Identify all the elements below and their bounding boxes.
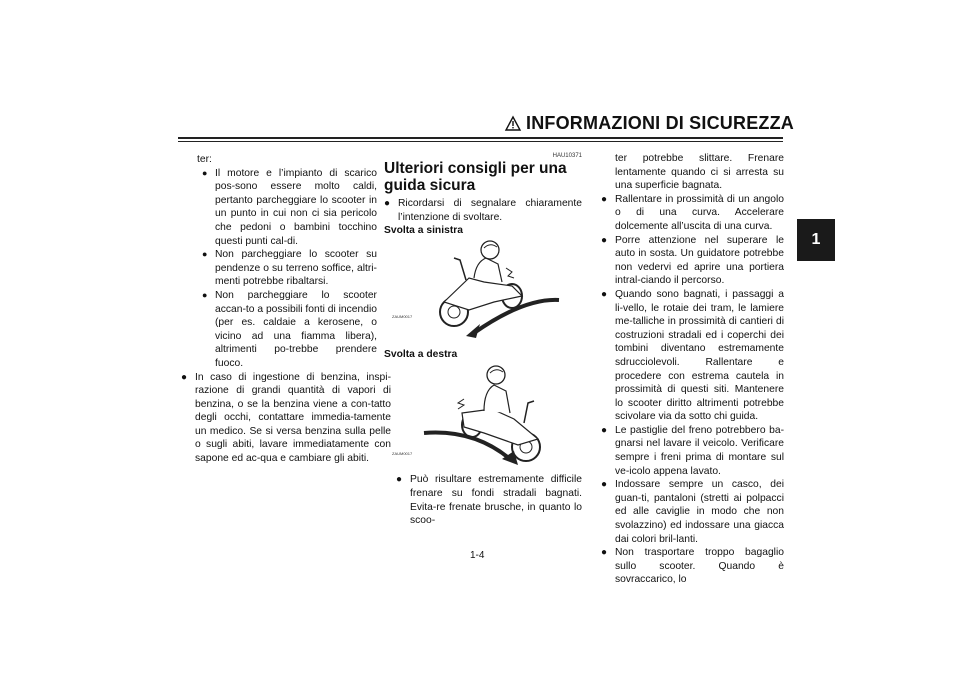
list-item: ● Non parcheggiare lo scooter su pendenze o su terreno soffice, altri-menti potrebbe ribaltarsi.	[202, 249, 377, 288]
column-2	[384, 152, 582, 528]
bullet-icon: ●	[601, 424, 608, 436]
bullet-icon: ●	[384, 198, 391, 209]
bullet-icon: ●	[601, 479, 608, 491]
scooter-left-turn-icon	[392, 238, 564, 342]
list-item: ● Non trasportare troppo bagaglio sullo scooter. Quando è sovraccarico, lo	[601, 547, 784, 586]
bullet-icon: ●	[601, 288, 608, 300]
list-item: ● Non parcheggiare lo scooter accan-to a possibili fonti di incendio (per es. caldaie a kerosene, o vicino ad una fiamma libera), altrimenti po-trebbe prendere fuoco.	[202, 289, 377, 369]
header-rule	[178, 137, 783, 139]
warning-triangle-icon	[505, 116, 521, 131]
continuation-text: ter potrebbe slittare. Frenare lentamente quando ci si arresta su una superficie bagnata.	[615, 153, 784, 192]
section-title: Ulteriori consigli per una guida sicura	[384, 160, 567, 194]
right-turn-illustration	[392, 363, 564, 467]
bullet-icon: ●	[396, 474, 403, 486]
figure-code: ZAUM0017	[392, 313, 413, 319]
bullet-icon: ●	[202, 167, 208, 178]
bullet-icon: ●	[601, 234, 608, 246]
list-item: ● Ricordarsi di segnalare chiaramente l’intenzione di svoltare.	[384, 198, 582, 223]
column-3	[601, 152, 784, 587]
right-turn-label: Svolta a destra	[384, 348, 458, 360]
bullet-icon: ●	[202, 249, 208, 260]
bullet-icon: ●	[601, 547, 608, 559]
column-1	[181, 153, 391, 466]
intro-text: ter:	[197, 154, 212, 165]
list-item: ● Le pastiglie del freno potrebbero ba-gnarsi nel lavare il veicolo. Verificare sempre i freni prima di montare sul ve-icolo appena lavato.	[601, 424, 784, 477]
bullet-icon: ●	[202, 289, 208, 300]
bullet-icon: ●	[181, 371, 188, 383]
chapter-tab[interactable]: 1	[797, 219, 835, 261]
list-item: ● Porre attenzione nel superare le auto in sosta. Un guidatore potrebbe non vedervi ed aprire una portiera intral-ciando il percorso.	[601, 234, 784, 287]
page-number: 1-4	[470, 550, 485, 561]
list-item: ● Può risultare estremamente difficile frenare su fondi stradali bagnati. Evita-re frenate brusche, in quanto lo scoo-	[396, 474, 582, 527]
list-item: ● Quando sono bagnati, i passaggi a li-vello, le rotaie dei tram, le lamiere me-talliche in prossimità di cantieri di costruzioni stradali ed i coperchi dei tombini diventano estremamente sdrucciolevoli. Rallentare e procedere con estrema cautela in prossimità di questi siti. Mantenere lo scooter diritto altrimenti potrebbe scivolare via da sotto chi guida.	[601, 288, 784, 423]
scooter-right-turn-icon	[392, 363, 564, 467]
bullet-icon: ●	[601, 193, 608, 205]
list-item: ● Indossare sempre un casco, dei guan-ti, pantaloni (stretti ai polpacci ed alle caviglie in modo che non svolazzino) ed indossare una giacca dai colori bril-lanti.	[601, 479, 784, 545]
left-turn-label: Svolta a sinistra	[384, 225, 463, 237]
list-item: ● Il motore e l’impianto di scarico pos-sono essere molto caldi, pertanto parcheggiare lo scooter in un punto in cui non ci sia pericolo che pedoni o bambini tocchino questi punti cal-di.	[202, 167, 377, 247]
list-item: ● In caso di ingestione di benzina, inspi-razione di grandi quantità di vapori di benzina, o se la benzina viene a con-tatto degli occhi, contattare immedia-tamente un medico. Se si versa benzina sulla pelle o sugli abiti, lavare immediatamente con sapone ed ac-qua e cambiare gli abiti.	[181, 371, 391, 465]
list-item: ● Rallentare in prossimità di un angolo o di una curva. Accelerare dolcemente all’uscita di una curva.	[601, 193, 784, 232]
page-title: INFORMAZIONI DI SICUREZZA	[526, 113, 794, 133]
header-rule-thin	[178, 141, 783, 142]
figure-code: ZAUM0017	[392, 451, 413, 457]
section-code: HAU10371	[552, 153, 582, 159]
left-turn-illustration	[392, 238, 564, 342]
